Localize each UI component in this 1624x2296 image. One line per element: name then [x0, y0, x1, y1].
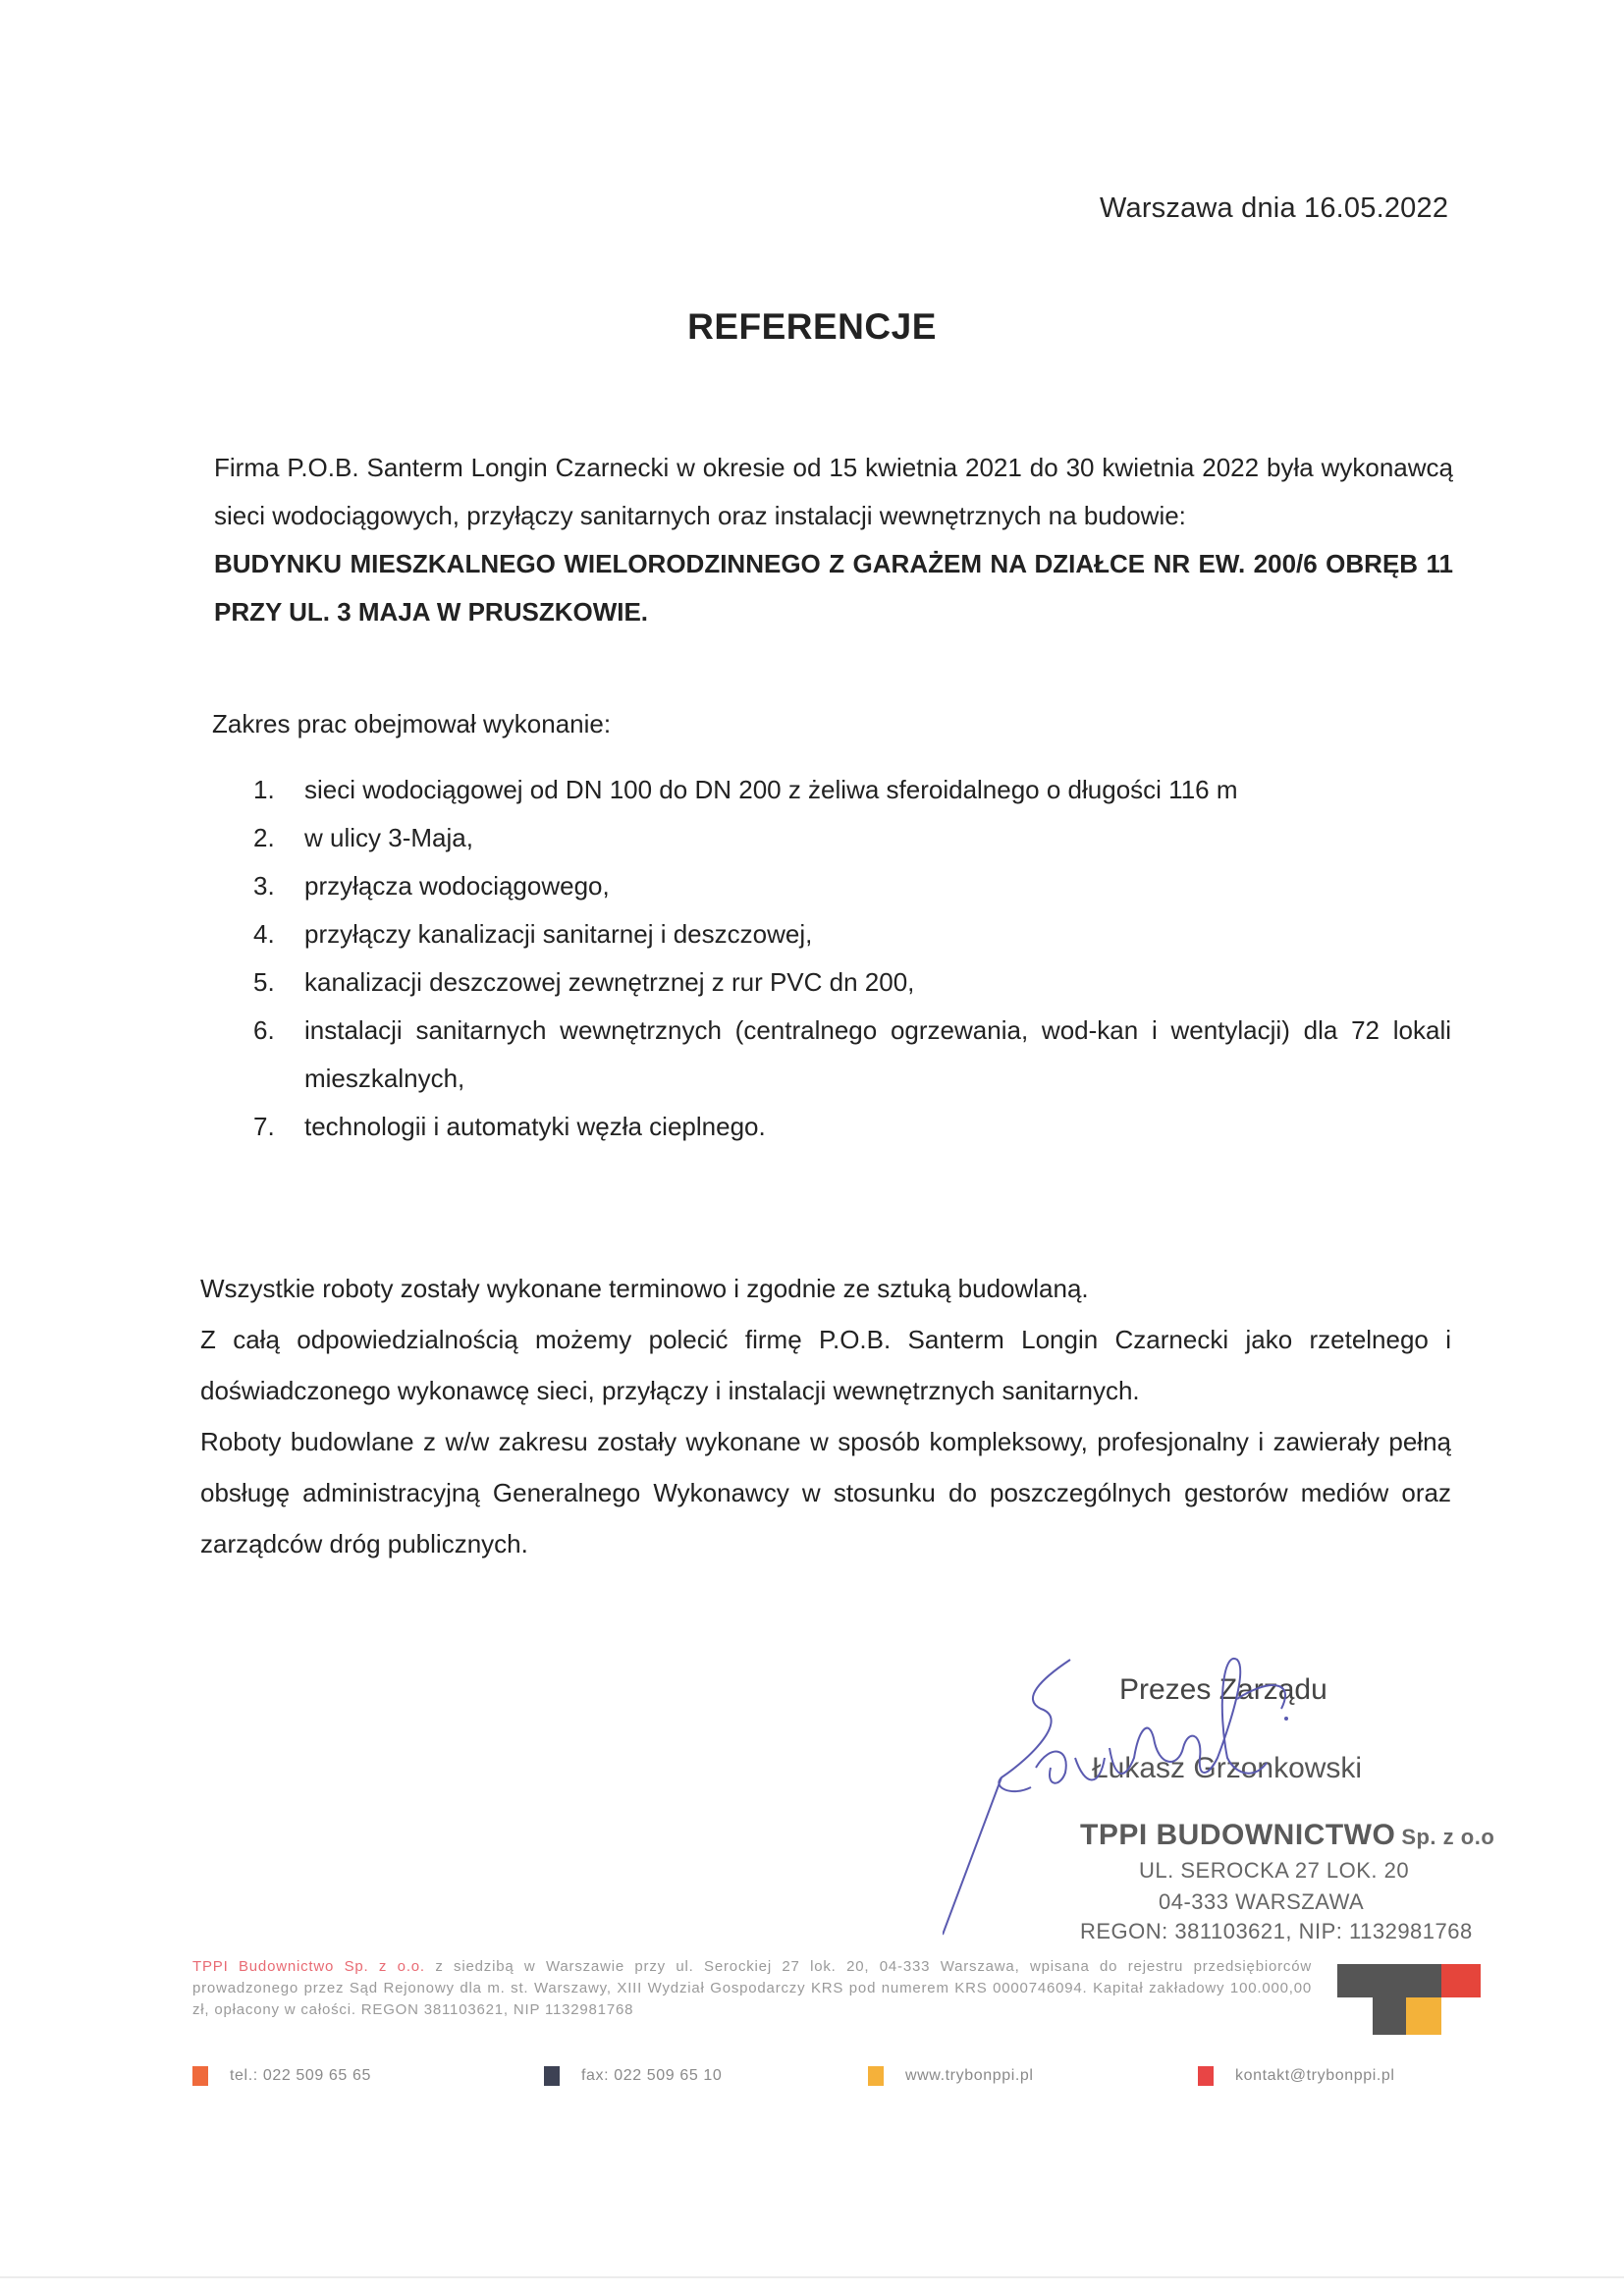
- contact-website: [868, 2066, 1034, 2086]
- contact-text[interactable]: kontakt@trybonppi.pl: [1235, 2067, 1395, 2084]
- page-bottom-edge: [0, 2276, 1624, 2278]
- closing-paragraph-1: Wszystkie roboty zostały wykonane terminowo i zgodnie ze sztuką budowlaną.: [200, 1274, 1089, 1303]
- list-item: [253, 1103, 1451, 1151]
- contact-phone: [192, 2066, 371, 2086]
- list-text: przyłącza wodociągowego,: [304, 871, 610, 901]
- fax-square-icon: [544, 2066, 560, 2086]
- closing-section: [200, 1263, 1451, 1569]
- list-text: instalacji sanitarnych wewnętrznych (centralnego ogrzewania, wod-kan i wentylacji) dla 72 lokali mieszkalnych,: [304, 1015, 1451, 1093]
- scope-list: [253, 766, 1451, 1151]
- list-text: technologii i automatyki węzła cieplnego.: [304, 1112, 766, 1141]
- signatory-role: Prezes Zarządu: [1119, 1673, 1327, 1706]
- footer-contacts: [192, 2066, 1469, 2096]
- contact-email: [1198, 2066, 1395, 2086]
- stamp-address-line2: 04-333 WARSZAWA: [1159, 1889, 1365, 1914]
- list-number: 4.: [253, 919, 275, 949]
- stamp-company-name: TPPI BUDOWNICTWO: [1080, 1819, 1396, 1851]
- list-number: 5.: [253, 967, 275, 997]
- company-logo-icon: [1337, 1964, 1485, 2035]
- list-item: [253, 766, 1451, 814]
- intro-paragraph: [214, 444, 1453, 636]
- list-number: 7.: [253, 1112, 275, 1141]
- email-square-icon: [1198, 2066, 1214, 2086]
- list-item: [253, 1007, 1451, 1103]
- contact-fax: [544, 2066, 722, 2086]
- footer-brand: TPPI Budownictwo Sp. z o.o.: [192, 1958, 425, 1975]
- web-square-icon: [868, 2066, 884, 2086]
- footer-legal-body: z siedzibą w Warszawie przy ul. Serockiej 27 lok. 20, 04-333 Warszawa, wpisana do rejestru przedsiębiorców prowadzonego przez Sąd Rejonowy dla m. st. Warszawy, XIII Wydział Gospodarczy KRS pod numerem KRS 0000746094. Kapitał zakładowy 100.000,00 zł, opłacony w całości. REGON 381103621, NIP 1132981768: [192, 1958, 1312, 2018]
- footer-legal-text: [192, 1956, 1312, 2021]
- list-number: 2.: [253, 823, 275, 852]
- document-title: REFERENCJE: [687, 306, 937, 347]
- contact-text[interactable]: www.trybonppi.pl: [905, 2067, 1034, 2084]
- signatory-name: Łukasz Grzonkowski: [1092, 1752, 1363, 1784]
- intro-sentence: Firma P.O.B. Santerm Longin Czarnecki w okresie od 15 kwietnia 2021 do 30 kwietnia 2022 była wykonawcą sieci wodociągowych, przyłączy sanitarnych oraz instalacji wewnętrznych na budowie:: [214, 453, 1453, 530]
- list-text: przyłączy kanalizacji sanitarnej i deszczowej,: [304, 919, 813, 949]
- list-number: 3.: [253, 871, 275, 901]
- list-item: [253, 910, 1451, 958]
- list-text: sieci wodociągowej od DN 100 do DN 200 z żeliwa sferoidalnego o długości 116 m: [304, 775, 1238, 804]
- contact-text: tel.: 022 509 65 65: [230, 2067, 371, 2084]
- contact-text: fax: 022 509 65 10: [581, 2067, 723, 2084]
- phone-square-icon: [192, 2066, 208, 2086]
- list-text: w ulicy 3-Maja,: [304, 823, 473, 852]
- list-item: [253, 958, 1451, 1007]
- stamp-ids-line: REGON: 381103621, NIP: 1132981768: [1080, 1919, 1473, 1943]
- list-number: 6.: [253, 1015, 275, 1045]
- stamp-address-line1: UL. SEROCKA 27 LOK. 20: [1139, 1858, 1410, 1883]
- list-item: [253, 862, 1451, 910]
- project-name: BUDYNKU MIESZKALNEGO WIELORODZINNEGO Z GARAŻEM NA DZIAŁCE NR EW. 200/6 OBRĘB 11 PRZY UL. 3 MAJA W PRUSZKOWIE.: [214, 549, 1453, 627]
- closing-paragraph-2: Z całą odpowiedzialnością możemy polecić firmę P.O.B. Santerm Longin Czarnecki jako rzetelnego i doświadczonego wykonawcę sieci, przyłączy i instalacji wewnętrznych sanitarnych.: [200, 1325, 1451, 1405]
- list-number: 1.: [253, 775, 275, 804]
- scope-label: Zakres prac obejmował wykonanie:: [212, 709, 612, 738]
- stamp-company-suffix: Sp. z o.o: [1401, 1825, 1495, 1849]
- closing-paragraph-3: Roboty budowlane z w/w zakresu zostały wykonane w sposób kompleksowy, profesjonalny i zawierały pełną obsługę administracyjną Generalnego Wykonawcy w stosunku do poszczególnych gestorów mediów oraz zarządców dróg publicznych.: [200, 1427, 1451, 1558]
- list-text: kanalizacji deszczowej zewnętrznej z rur PVC dn 200,: [304, 967, 915, 997]
- stamp-company: [1080, 1819, 1494, 1852]
- document-date: Warszawa dnia 16.05.2022: [1100, 192, 1449, 224]
- list-item: [253, 814, 1451, 862]
